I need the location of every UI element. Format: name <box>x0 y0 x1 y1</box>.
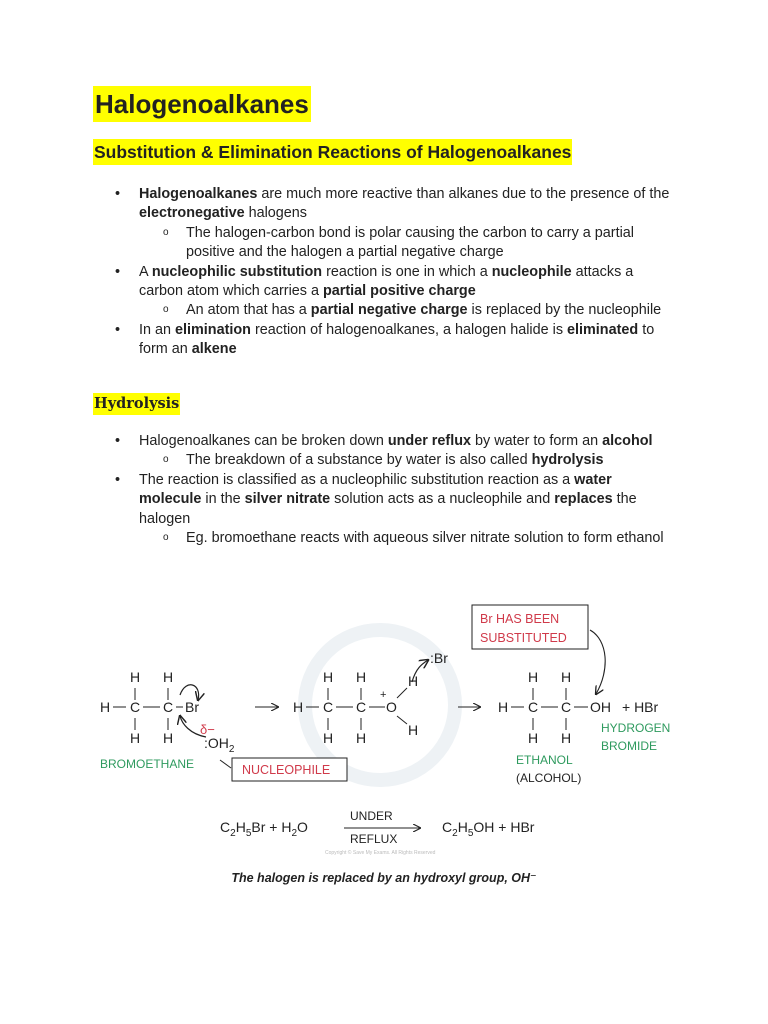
reaction-mechanism-diagram <box>80 600 680 865</box>
page-subtitle: Substitution & Elimination Reactions of Halogenoalkanes <box>93 139 572 165</box>
svg-text:H: H <box>323 730 334 746</box>
svg-text:C: C <box>528 699 539 715</box>
bullet-halogenoalkanes-reactivity: • Halogenoalkanes are much more reactive than alkanes due to the presence of the electronegative halogens o The halogen-carbon bond is polar causing the carbon to carry a partial positive and the halogen a partial negative charge <box>115 185 675 263</box>
svg-text:+ HBr: + HBr <box>622 699 659 715</box>
arrow-to-oh <box>590 630 605 694</box>
svg-text:H: H <box>528 669 539 685</box>
ethanol-label: ETHANOL <box>516 753 573 767</box>
svg-text:REFLUX: REFLUX <box>350 832 398 846</box>
svg-text:C: C <box>356 699 367 715</box>
delta-minus-label: δ− <box>200 722 215 737</box>
bold-term: partial positive charge <box>322 283 476 300</box>
svg-text:NUCLEOPHILE: NUCLEOPHILE <box>242 763 331 777</box>
page-title: Halogenoalkanes <box>93 86 311 122</box>
svg-text:C2H5OH + HBr: $C_2H_5OH$ + HBr <box>442 819 535 839</box>
svg-text:C: C <box>163 699 174 715</box>
sub-bullet-polar-bond: o The halogen-carbon bond is polar causing the carbon to carry a partial positive and the halogen a partial negative charge <box>163 224 675 263</box>
intro-bullet-list <box>115 185 675 360</box>
bullet-elimination: • In an elimination reaction of halogenoalkanes, a halogen halide is eliminated to form an alkene <box>115 321 675 360</box>
bold-term: alcohol <box>602 433 653 449</box>
svg-text:H: H <box>293 699 304 715</box>
svg-text:C2H5Br + H2O: $C_2H_5Br + H_2O$ <box>220 819 308 839</box>
svg-text:H: H <box>561 669 572 685</box>
bromide-label: BROMIDE <box>601 739 658 753</box>
sub-bullet-list <box>139 301 675 320</box>
svg-text:C: C <box>561 699 572 715</box>
bold-term: alkene <box>191 341 237 358</box>
bold-term: eliminated <box>567 321 639 338</box>
svg-text:H: H <box>130 730 141 746</box>
nucleophile-tag <box>232 758 347 781</box>
svg-text:Br HAS BEEN: Br HAS BEEN <box>480 612 560 626</box>
bold-term: partial negative charge <box>310 302 468 319</box>
bullet-under-reflux: • Halogenoalkanes can be broken down under reflux by water to form an alcohol o The breakdown of a substance by water is also called hydrolysis <box>115 432 675 471</box>
bold-term: under reflux <box>387 433 471 449</box>
svg-text:H: H <box>408 722 419 738</box>
curly-arrow-c-br <box>180 685 199 700</box>
svg-text:H: H <box>163 669 174 685</box>
svg-text:O: O <box>386 699 397 715</box>
br-substituted-tag <box>472 605 588 649</box>
sub-bullet-hydrolysis-definition: o The breakdown of a substance by water is also called hydrolysis <box>163 451 675 470</box>
bold-term: nucleophilic substitution <box>151 263 323 280</box>
sub-bullet-partial-negative: o An atom that has a partial negative charge is replaced by the nucleophile <box>163 301 675 320</box>
svg-text:H: H <box>356 730 367 746</box>
svg-text:H: H <box>408 673 419 689</box>
bold-term: water molecule <box>139 471 612 508</box>
svg-text:OH: OH <box>590 699 611 715</box>
overall-equation <box>220 809 535 846</box>
svg-text:H: H <box>528 730 539 746</box>
svg-text:H: H <box>323 669 334 685</box>
bold-term: elimination <box>175 321 251 338</box>
svg-text:SUBSTITUTED: SUBSTITUTED <box>480 631 567 645</box>
water-nucleophile: $:OH_2$ <box>204 735 235 755</box>
svg-text:H: H <box>561 730 572 746</box>
diagram-caption: The halogen is replaced by an hydroxyl group, OH⁻ <box>231 871 537 885</box>
bromide-ion: :Br <box>430 650 448 666</box>
svg-text:H: H <box>498 699 509 715</box>
arrow-lower-connector <box>220 760 231 768</box>
svg-text:H: H <box>163 730 174 746</box>
bold-term: nucleophile <box>491 263 572 280</box>
svg-text:C: C <box>130 699 141 715</box>
svg-text:H: H <box>130 669 141 685</box>
svg-text:+: + <box>380 689 387 701</box>
section-heading-hydrolysis: Hydrolysis <box>93 393 180 415</box>
copyright-notice: Copyright © Save My Exams. All Rights Reserved <box>325 850 436 856</box>
hydrogen-label: HYDROGEN <box>601 721 671 735</box>
sub-bullet-example: o Eg. bromoethane reacts with aqueous silver nitrate solution to form ethanol <box>163 529 675 548</box>
alcohol-label: (ALCOHOL) <box>516 771 582 785</box>
bromoethane-structure <box>100 669 199 746</box>
bromoethane-label: BROMOETHANE <box>100 757 195 771</box>
hydrolysis-bullet-list <box>115 432 675 548</box>
bold-term: replaces <box>554 491 613 508</box>
bold-term: Halogenoalkanes <box>139 186 258 202</box>
svg-text:C: C <box>323 699 334 715</box>
bullet-classification: • The reaction is classified as a nucleophilic substitution reaction as a water molecule in the silver nitrate solution acts as a nucleophile and replaces the halogen o Eg. bromoethane reacts with aqueous silver nitrate solution to form ethanol <box>115 471 675 549</box>
bullet-nucleophilic-substitution: • A nucleophilic substitution reaction is one in which a nucleophile attacks a carbon atom which carries a partial positive charge o An atom that has a partial negative charge is replaced by the nucleophile <box>115 263 675 321</box>
svg-text:H: H <box>356 669 367 685</box>
svg-text:H: H <box>100 699 111 715</box>
sub-bullet-list <box>139 224 675 263</box>
svg-text:Br: Br <box>185 699 199 715</box>
bold-term: silver nitrate <box>244 491 331 508</box>
bold-term: hydrolysis <box>531 452 604 469</box>
sub-bullet-list <box>139 451 675 470</box>
svg-text:UNDER: UNDER <box>350 809 393 823</box>
bold-term: electronegative <box>139 205 245 222</box>
sub-bullet-list <box>139 529 675 548</box>
